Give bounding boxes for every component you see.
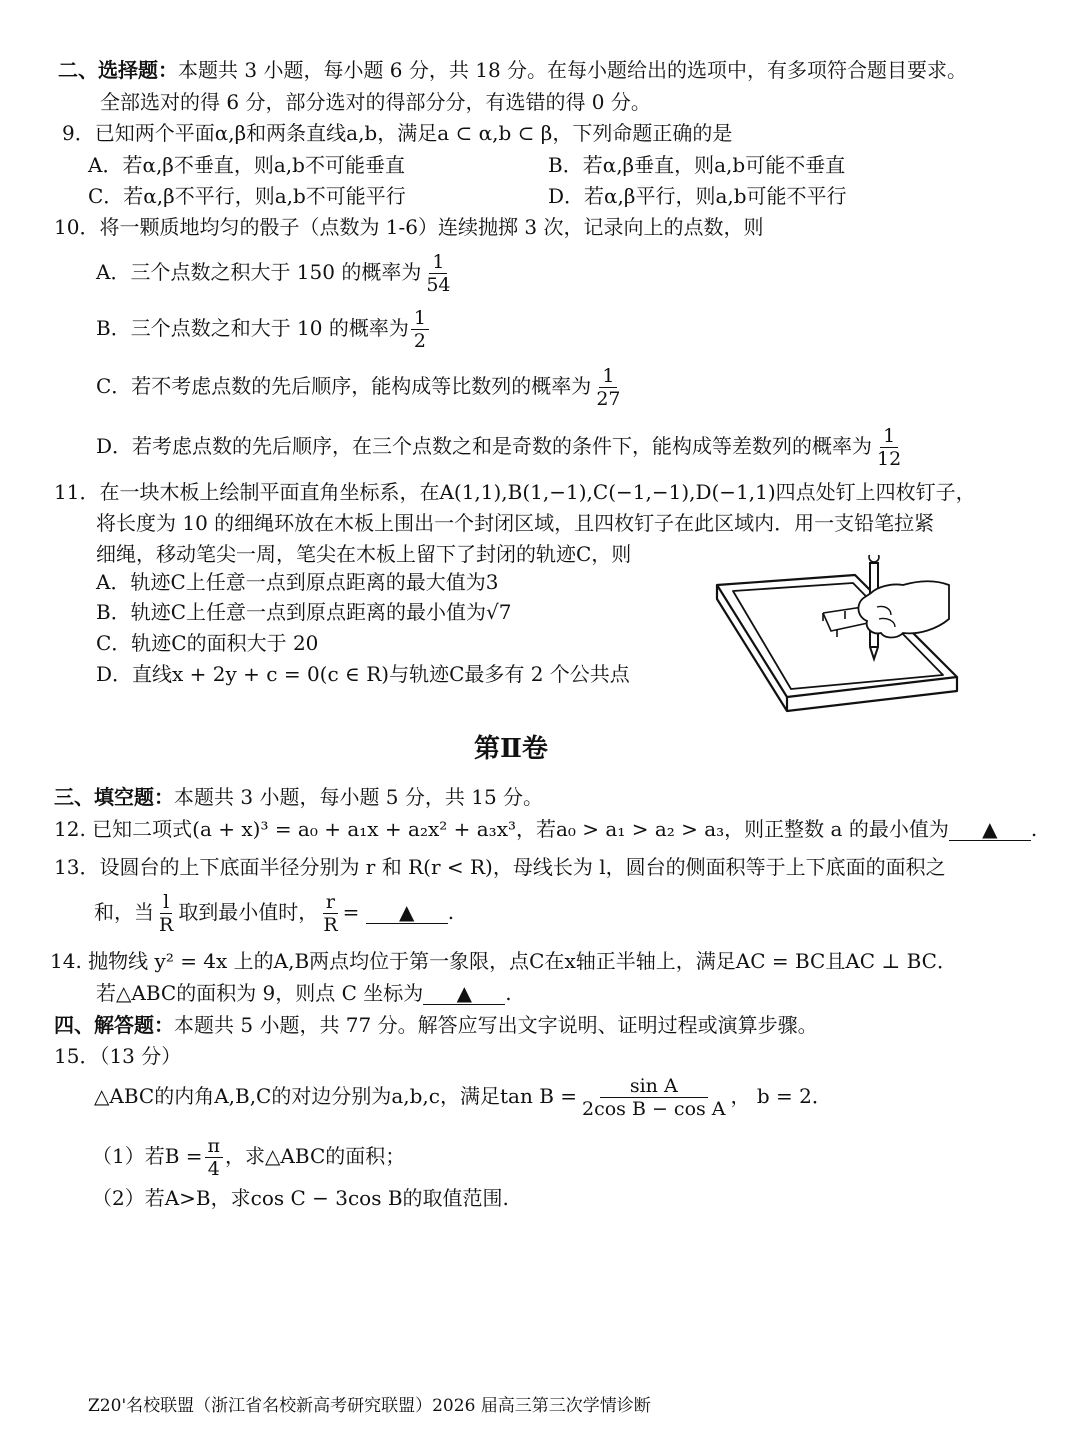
q13-answer-blank: ▲ xyxy=(366,901,448,924)
q15-part1-b: ，求△ABC的面积； xyxy=(225,1144,406,1168)
q13-end: . xyxy=(447,900,455,924)
q15-part2: （2）若A>B，求cos C − 3cos B的取值范围. xyxy=(92,1186,509,1210)
part2-title: 第Ⅱ卷 xyxy=(474,734,548,764)
fraction-denominator: 2cos B − cos A xyxy=(582,1098,726,1120)
q11-option-a: A．轨迹C上任意一点到原点距离的最大值为3 xyxy=(96,570,499,594)
fraction-numerator: 1 xyxy=(429,251,447,274)
q14-answer-blank: ▲ xyxy=(423,982,505,1005)
q10-option-c-text: C．若不考虑点数的先后顺序，能构成等比数列的概率为 xyxy=(96,374,592,398)
q11-stem-1: 11．在一块木板上绘制平面直角坐标系，在A(1,1),B(1,−1),C(−1,−1),D(−1,1)四点处钉上四枚钉子， xyxy=(54,480,976,504)
q9-stem: 9．已知两个平面α,β和两条直线a,b，满足a ⊂ α,b ⊂ β，下列命题正确的是 xyxy=(62,121,733,145)
q10-option-a-fraction xyxy=(423,251,453,296)
q11-stem-2: 将长度为 10 的细绳环放在木板上围出一个封闭区域，且四枚钉子在此区域内．用一支铅笔拉紧 xyxy=(96,511,935,535)
q11-option-b: B．轨迹C上任意一点到原点距离的最小值为√7 xyxy=(96,600,512,624)
fraction-denominator: 4 xyxy=(207,1158,220,1180)
section3-head: 三、填空题： xyxy=(54,785,174,809)
q13-line-2 xyxy=(94,889,454,936)
q12-line xyxy=(54,815,1037,843)
fraction-numerator: 1 xyxy=(880,425,898,448)
q14-stem-2: 若△ABC的面积为 9，则点 C 坐标为 xyxy=(96,981,424,1005)
q13-fraction-l-over-r xyxy=(156,891,176,936)
q10-option-c xyxy=(96,364,626,410)
section4-head: 四、解答题： xyxy=(54,1013,174,1037)
q11-option-d: D．直线x + 2y + c = 0(c ∈ R)与轨迹C最多有 2 个公共点 xyxy=(96,662,630,686)
fraction-denominator: 27 xyxy=(596,388,621,410)
q13-stem-2a: 和，当 xyxy=(94,900,154,924)
fraction-denominator: R xyxy=(159,914,174,936)
section3-rule: 本题共 3 小题，每小题 5 分，共 15 分。 xyxy=(174,785,544,809)
q14-stem-1: 14. 抛物线 y² = 4x 上的A,B两点均位于第一象限，点C在x轴正半轴上，满足AC = BC且AC ⊥ BC． xyxy=(50,949,957,973)
section4-line xyxy=(54,1011,818,1039)
fraction-numerator: π xyxy=(205,1135,224,1158)
fraction-numerator: l xyxy=(160,891,172,914)
q14-line-2 xyxy=(96,979,512,1007)
q15-part1 xyxy=(92,1132,405,1180)
section2-line1 xyxy=(58,56,967,84)
q13-stem-2c: = xyxy=(342,900,360,924)
q13-fraction-r-over-r xyxy=(320,891,340,936)
q11-option-c: C．轨迹C的面积大于 20 xyxy=(96,631,319,655)
q12-answer-blank: ▲ xyxy=(949,818,1031,841)
q12-end: . xyxy=(1030,817,1038,841)
q10-option-b xyxy=(96,306,431,352)
q10-option-a xyxy=(96,250,456,296)
q15-head: 15．（13 分） xyxy=(54,1044,182,1068)
fraction-denominator: 2 xyxy=(413,330,426,352)
q15-stem-a: △ABC的内角A,B,C的对边分别为a,b,c，满足tan B = xyxy=(94,1084,578,1108)
q10-option-d xyxy=(96,424,906,470)
q15-part1-fraction xyxy=(205,1135,224,1180)
q15-part1-a: （1）若B = xyxy=(92,1144,203,1168)
section2-rule-1: 本题共 3 小题，每小题 6 分，共 18 分。在每小题给出的选项中，有多项符合题目要求。 xyxy=(178,58,968,82)
q11-stem-3: 细绳，移动笔尖一周，笔尖在木板上留下了封闭的轨迹C，则 xyxy=(96,542,632,566)
section3-line xyxy=(54,783,543,811)
q10-option-b-text: B．三个点数之和大于 10 的概率为 xyxy=(96,316,409,340)
q13-stem-2b: 取到最小值时， xyxy=(178,900,319,924)
board-pencil-illustration xyxy=(705,555,970,715)
q9-option-b: B．若α,β垂直，则a,b可能不垂直 xyxy=(548,153,846,177)
q15-stem xyxy=(94,1072,832,1120)
fraction-numerator: 1 xyxy=(599,365,617,388)
q9-option-d: D．若α,β平行，则a,b可能不平行 xyxy=(548,184,847,208)
q10-stem: 10．将一颗质地均匀的骰子（点数为 1-6）连续抛掷 3 次，记录向上的点数，则 xyxy=(54,215,764,239)
q12-stem: 12. 已知二项式(a + x)³ = a₀ + a₁x + a₂x² + a₃x³，若a₀ > a₁ > a₂ > a₃，则正整数 a 的最小值为 xyxy=(54,817,949,841)
q10-option-c-fraction xyxy=(593,365,623,410)
fraction-numerator: r xyxy=(323,891,338,914)
q9-option-c: C．若α,β不平行，则a,b不可能平行 xyxy=(88,184,406,208)
q14-end: . xyxy=(505,981,512,1005)
q9-option-a: A．若α,β不垂直，则a,b不可能垂直 xyxy=(88,153,405,177)
q10-option-d-fraction xyxy=(874,425,904,470)
page-footer: Z20'名校联盟（浙江省名校新高考研究联盟）2026 届高三第三次学情诊断 xyxy=(88,1396,651,1416)
q10-option-b-fraction xyxy=(411,307,429,352)
fraction-numerator: 1 xyxy=(411,307,429,330)
fraction-denominator: 54 xyxy=(426,274,451,296)
q10-option-d-text: D．若考虑点数的先后顺序，在三个点数之和是奇数的条件下，能构成等差数列的概率为 xyxy=(96,434,873,458)
section2-head: 二、选择题： xyxy=(58,58,178,82)
section2-rule-2: 全部选对的得 6 分，部分选对的得部分分，有选错的得 0 分。 xyxy=(100,90,651,114)
fraction-denominator: R xyxy=(323,914,338,936)
fraction-denominator: 12 xyxy=(877,448,902,470)
section4-rule: 本题共 5 小题，共 77 分。解答应写出文字说明、证明过程或演算步骤。 xyxy=(174,1013,818,1037)
fraction-numerator: sin A xyxy=(600,1075,708,1098)
q15-tan-fraction xyxy=(579,1075,729,1120)
q10-option-a-text: A．三个点数之积大于 150 的概率为 xyxy=(96,260,422,284)
q15-stem-b: ， b = 2． xyxy=(730,1084,832,1108)
q13-stem-1: 13．设圆台的上下底面半径分别为 r 和 R(r < R)，母线长为 l，圆台的侧面积等于上下底面的面积之 xyxy=(54,855,946,879)
